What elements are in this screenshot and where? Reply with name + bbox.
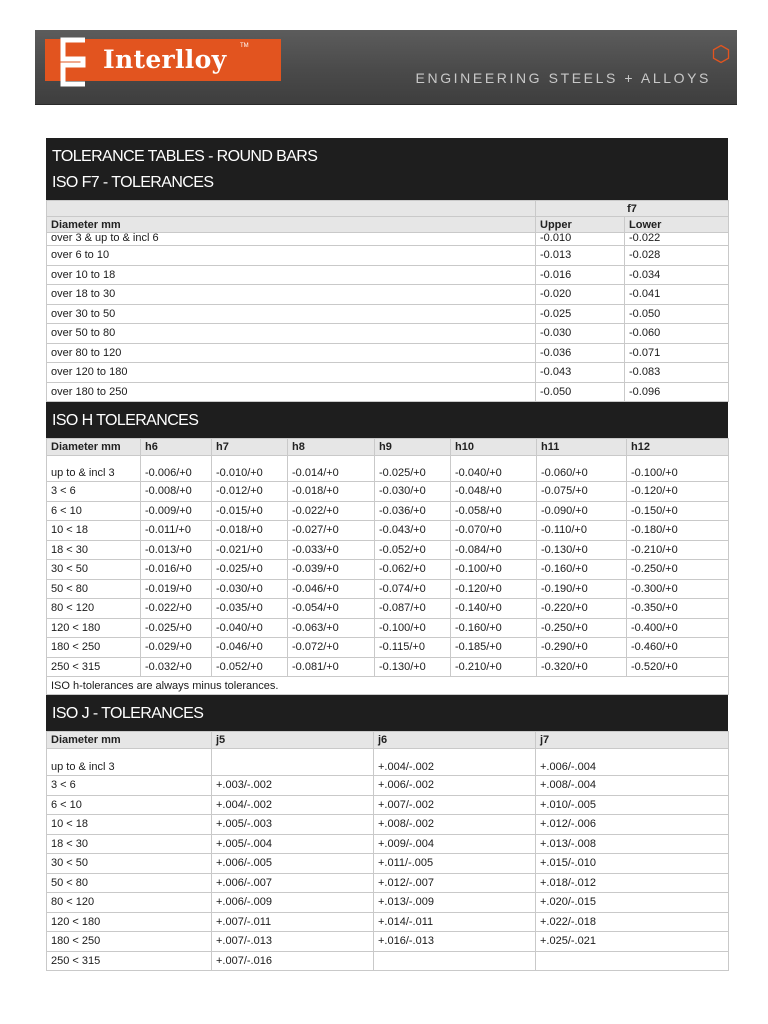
tolerance-cell: +.014/-.011 [374,912,536,932]
diameter-cell: 10 < 18 [47,815,212,835]
tolerance-cell: +.005/-.003 [212,815,374,835]
tolerance-cell: +.015/-.010 [536,854,729,874]
table-row [47,912,729,932]
f7-tolerance-table [46,200,729,402]
tolerance-cell: +.007/-.016 [212,951,374,971]
tolerance-cell: -0.025/+0 [212,560,288,580]
j-header-row [47,732,729,749]
table-note-row [47,677,729,695]
tolerance-cell: -0.054/+0 [288,599,375,619]
tolerance-cell: -0.052/+0 [375,540,451,560]
diameter-cell: over 18 to 30 [47,285,536,305]
tolerance-cell: -0.063/+0 [288,618,375,638]
tolerance-cell: -0.058/+0 [451,501,537,521]
table-row [47,343,729,363]
tolerance-cell: -0.046/+0 [288,579,375,599]
tolerance-cell: +.007/-.013 [212,932,374,952]
tolerance-cell: -0.071 [625,343,729,363]
tolerance-cell: -0.115/+0 [375,638,451,658]
table-row [47,265,729,285]
tolerance-cell: +.006/-.002 [374,776,536,796]
tolerance-cell: -0.012/+0 [212,482,288,502]
diameter-cell: over 120 to 180 [47,363,536,383]
tolerance-cell: +.012/-.007 [374,873,536,893]
tolerance-cell: -0.030 [536,324,625,344]
tolerance-cell: -0.036 [536,343,625,363]
tolerance-cell: +.008/-.004 [536,776,729,796]
tolerance-cell: +.006/-.007 [212,873,374,893]
tolerance-cell: -0.250/+0 [627,560,729,580]
table-row [47,657,729,677]
tolerance-sheet [46,138,728,971]
diameter-cell: over 80 to 120 [47,343,536,363]
tolerance-cell: -0.110/+0 [537,521,627,541]
tolerance-cell: +.010/-.005 [536,795,729,815]
tolerance-cell: -0.016/+0 [141,560,212,580]
brand-banner [35,30,737,105]
diameter-cell: over 30 to 50 [47,304,536,324]
tolerance-cell: -0.052/+0 [212,657,288,677]
diameter-cell: up to & incl 3 [47,749,212,776]
table-row [47,749,729,776]
tolerance-cell: +.006/-.004 [536,749,729,776]
tolerance-cell: +.007/-.011 [212,912,374,932]
table-row [47,834,729,854]
table-row [47,456,729,482]
tolerance-cell: -0.040/+0 [212,618,288,638]
table-row [47,951,729,971]
h-tolerance-table [46,438,729,695]
table-row [47,579,729,599]
tolerance-cell: -0.030/+0 [375,482,451,502]
tolerance-cell: +.012/-.006 [536,815,729,835]
tolerance-cell: -0.028 [625,246,729,266]
tolerance-cell: -0.015/+0 [212,501,288,521]
table-row [47,521,729,541]
tolerance-cell: -0.014/+0 [288,456,375,482]
column-header: Lower [625,217,729,233]
tolerance-cell: +.007/-.002 [374,795,536,815]
tolerance-cell: -0.033/+0 [288,540,375,560]
tolerance-cell: -0.020 [536,285,625,305]
j-tolerance-table [46,731,729,971]
column-header: Upper [536,217,625,233]
tolerance-cell: +.004/-.002 [212,795,374,815]
table-row [47,233,729,246]
tolerance-cell: +.003/-.002 [212,776,374,796]
tolerance-cell: -0.027/+0 [288,521,375,541]
tolerance-cell: -0.022/+0 [288,501,375,521]
table-row [47,873,729,893]
diameter-cell: 180 < 250 [47,638,141,658]
tolerance-cell: -0.041 [625,285,729,305]
diameter-cell: 180 < 250 [47,932,212,952]
table-row [47,382,729,402]
tolerance-cell: -0.083 [625,363,729,383]
diameter-cell: 18 < 30 [47,834,212,854]
tolerance-cell: -0.043/+0 [375,521,451,541]
tolerance-cell: +.025/-.021 [536,932,729,952]
diameter-cell: 3 < 6 [47,776,212,796]
tolerance-cell: -0.320/+0 [537,657,627,677]
tolerance-cell: -0.062/+0 [375,560,451,580]
table-row [47,854,729,874]
tolerance-cell: -0.140/+0 [451,599,537,619]
tolerance-cell: +.006/-.009 [212,893,374,913]
column-header: j5 [212,732,374,749]
tolerance-cell: -0.050 [625,304,729,324]
diameter-cell: up to & incl 3 [47,456,141,482]
table-row [47,324,729,344]
f7-group-spacer [47,201,536,217]
tolerance-cell: -0.070/+0 [451,521,537,541]
tolerance-cell: -0.010 [536,233,625,246]
diameter-cell: 120 < 180 [47,618,141,638]
tolerance-cell: -0.160/+0 [451,618,537,638]
diameter-cell: over 3 & up to & incl 6 [47,233,536,246]
diameter-cell: 250 < 315 [47,951,212,971]
column-header: h12 [627,439,729,456]
j-table-body [47,749,729,971]
tolerance-cell: -0.130/+0 [375,657,451,677]
tolerance-cell: -0.350/+0 [627,599,729,619]
tolerance-cell [536,951,729,971]
tolerance-cell: -0.090/+0 [537,501,627,521]
diameter-cell: 18 < 30 [47,540,141,560]
tolerance-cell: -0.081/+0 [288,657,375,677]
diameter-cell: 250 < 315 [47,657,141,677]
column-header: Diameter mm [47,439,141,456]
diameter-cell: 3 < 6 [47,482,141,502]
table-row [47,599,729,619]
table-row [47,776,729,796]
tolerance-cell: -0.032/+0 [141,657,212,677]
tolerance-cell: +.018/-.012 [536,873,729,893]
diameter-cell: over 6 to 10 [47,246,536,266]
tolerance-cell: -0.074/+0 [375,579,451,599]
tolerance-cell: -0.520/+0 [627,657,729,677]
table-row [47,304,729,324]
tolerance-cell: -0.043 [536,363,625,383]
table-row [47,482,729,502]
tolerance-cell: -0.084/+0 [451,540,537,560]
tolerance-cell: +.008/-.002 [374,815,536,835]
table-row [47,932,729,952]
tolerance-cell: -0.019/+0 [141,579,212,599]
tolerance-cell: -0.072/+0 [288,638,375,658]
diameter-cell: 30 < 50 [47,854,212,874]
tolerance-cell: -0.018/+0 [212,521,288,541]
column-header: j7 [536,732,729,749]
brand-tagline: ENGINEERING STEELS + ALLOYS [415,70,711,86]
column-header: h6 [141,439,212,456]
tolerance-cell: -0.029/+0 [141,638,212,658]
tolerance-cell: -0.100/+0 [375,618,451,638]
tolerance-cell: -0.050 [536,382,625,402]
tolerance-cell: -0.010/+0 [212,456,288,482]
tolerance-cell: -0.120/+0 [627,482,729,502]
diameter-cell: 50 < 80 [47,873,212,893]
tolerance-cell: +.005/-.004 [212,834,374,854]
tolerance-cell: -0.021/+0 [212,540,288,560]
tolerance-cell: +.004/-.002 [374,749,536,776]
tolerance-cell: +.022/-.018 [536,912,729,932]
table-row [47,540,729,560]
tolerance-cell: -0.075/+0 [537,482,627,502]
table-row [47,246,729,266]
j-section-header [46,695,728,731]
tolerance-cell: -0.300/+0 [627,579,729,599]
trademark-mark: TM [240,43,249,49]
tolerance-cell: -0.040/+0 [451,456,537,482]
tolerance-cell: -0.087/+0 [375,599,451,619]
tolerance-cell: -0.008/+0 [141,482,212,502]
table-row [47,893,729,913]
tolerance-cell: -0.180/+0 [627,521,729,541]
h-tolerance-note: ISO h-tolerances are always minus tolerances. [47,677,729,695]
tolerance-cell: -0.190/+0 [537,579,627,599]
table-row [47,815,729,835]
f7-section-header [46,138,728,200]
diameter-cell: 50 < 80 [47,579,141,599]
j-section-title: ISO J - TOLERANCES [52,705,204,722]
tolerance-cell: -0.022 [625,233,729,246]
f7-table-body [47,233,729,402]
diameter-cell: 80 < 120 [47,599,141,619]
h-section-header [46,402,728,438]
column-header: h8 [288,439,375,456]
interlloy-mark-icon [57,37,89,87]
table-row [47,285,729,305]
tolerance-cell: -0.290/+0 [537,638,627,658]
tolerance-cell: +.006/-.005 [212,854,374,874]
column-header: h9 [375,439,451,456]
table-row [47,363,729,383]
diameter-cell: 6 < 10 [47,501,141,521]
column-header: j6 [374,732,536,749]
table-row [47,501,729,521]
brand-name: Interlloy [103,45,227,74]
tolerance-cell: -0.030/+0 [212,579,288,599]
table-row [47,618,729,638]
tolerance-cell: -0.036/+0 [375,501,451,521]
tolerance-cell: -0.100/+0 [627,456,729,482]
tolerance-cell: -0.060/+0 [537,456,627,482]
tolerance-cell: -0.400/+0 [627,618,729,638]
h-header-row [47,439,729,456]
tolerance-cell: -0.120/+0 [451,579,537,599]
table-row [47,560,729,580]
tolerance-cell [212,749,374,776]
tolerance-cell [374,951,536,971]
table-row [47,638,729,658]
f7-section-title: ISO F7 - TOLERANCES [52,174,214,191]
tolerance-cell: -0.011/+0 [141,521,212,541]
tolerance-cell: -0.018/+0 [288,482,375,502]
f7-group-header: f7 [536,201,729,217]
tolerance-cell: -0.250/+0 [537,618,627,638]
tolerance-cell: -0.025 [536,304,625,324]
diameter-cell: over 50 to 80 [47,324,536,344]
diameter-cell: 80 < 120 [47,893,212,913]
tolerance-cell: -0.150/+0 [627,501,729,521]
diameter-cell: 120 < 180 [47,912,212,932]
tolerance-cell: -0.185/+0 [451,638,537,658]
tolerance-cell: -0.035/+0 [212,599,288,619]
tolerance-cell: -0.210/+0 [451,657,537,677]
tolerance-cell: -0.048/+0 [451,482,537,502]
tolerance-cell: -0.046/+0 [212,638,288,658]
diameter-cell: over 10 to 18 [47,265,536,285]
tolerance-cell: +.009/-.004 [374,834,536,854]
tolerance-cell: -0.130/+0 [537,540,627,560]
tolerance-cell: -0.025/+0 [375,456,451,482]
tolerance-cell: -0.100/+0 [451,560,537,580]
tolerance-cell: +.020/-.015 [536,893,729,913]
table-row [47,795,729,815]
brand-logo [45,39,281,81]
tolerance-cell: -0.034 [625,265,729,285]
tolerance-cell: -0.160/+0 [537,560,627,580]
tolerance-cell: -0.006/+0 [141,456,212,482]
diameter-cell: 30 < 50 [47,560,141,580]
column-header: h11 [537,439,627,456]
tolerance-cell: -0.013/+0 [141,540,212,560]
column-header: h7 [212,439,288,456]
tolerance-cell: -0.022/+0 [141,599,212,619]
column-header: Diameter mm [47,217,536,233]
tolerance-cell: +.013/-.009 [374,893,536,913]
tolerance-cell: -0.025/+0 [141,618,212,638]
h-section-title: ISO H TOLERANCES [52,412,199,429]
h-table-body [47,456,729,695]
tolerance-cell: -0.460/+0 [627,638,729,658]
tolerance-cell: -0.060 [625,324,729,344]
tolerance-cell: -0.013 [536,246,625,266]
column-header: h10 [451,439,537,456]
hexagon-icon [711,44,731,64]
page-title: TOLERANCE TABLES - ROUND BARS [52,148,318,165]
tolerance-cell: +.013/-.008 [536,834,729,854]
diameter-cell: 10 < 18 [47,521,141,541]
tolerance-cell: -0.039/+0 [288,560,375,580]
tolerance-cell: +.016/-.013 [374,932,536,952]
tolerance-cell: +.011/-.005 [374,854,536,874]
tolerance-cell: -0.210/+0 [627,540,729,560]
tolerance-cell: -0.096 [625,382,729,402]
tolerance-cell: -0.220/+0 [537,599,627,619]
diameter-cell: over 180 to 250 [47,382,536,402]
column-header: Diameter mm [47,732,212,749]
tolerance-cell: -0.009/+0 [141,501,212,521]
tolerance-cell: -0.016 [536,265,625,285]
diameter-cell: 6 < 10 [47,795,212,815]
